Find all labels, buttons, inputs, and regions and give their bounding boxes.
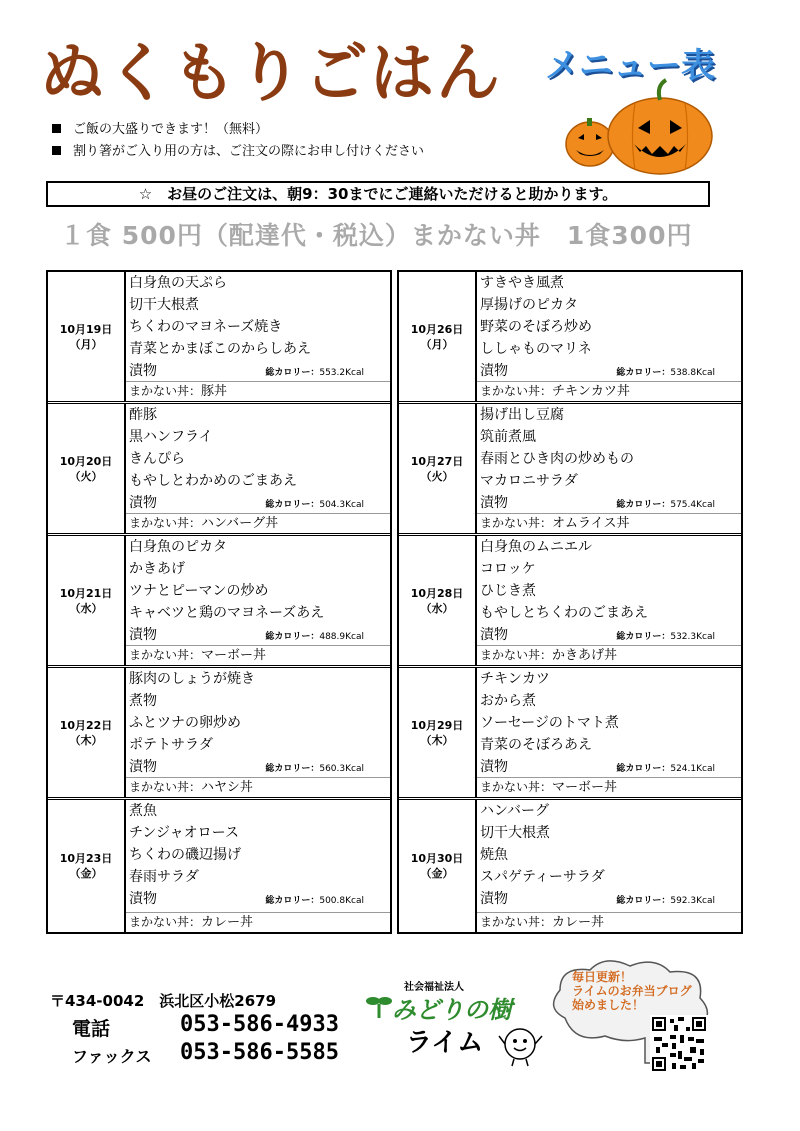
fax-label: ファックス xyxy=(72,1047,152,1066)
date-cell xyxy=(48,800,126,932)
kcal-value: 524.1Kcal xyxy=(670,764,715,774)
fax-number: 053-586-5585 xyxy=(180,1040,339,1065)
kcal-label: 総カロリー： xyxy=(265,368,320,378)
makanai-value: カレー丼 xyxy=(201,915,254,930)
menu-items xyxy=(477,536,741,665)
makanai-label: まかない丼： xyxy=(480,648,553,662)
day-row xyxy=(48,668,390,800)
makanai-value: ハンバーグ丼 xyxy=(201,516,279,531)
menu-item: 漬物 xyxy=(480,759,508,775)
day-row xyxy=(48,800,390,932)
date-cell xyxy=(48,404,126,533)
makanai-row xyxy=(126,513,390,533)
calorie-info xyxy=(616,497,715,510)
weekday-label: （水） xyxy=(69,601,103,615)
date-label: 10月28日 xyxy=(410,586,464,600)
date-cell xyxy=(399,536,477,665)
makanai-row xyxy=(477,513,741,533)
tel-number: 053-586-4933 xyxy=(180,1012,339,1037)
calorie-info xyxy=(265,893,364,906)
menu-item: すきやき風煮 xyxy=(480,275,564,291)
day-row xyxy=(48,536,390,668)
order-notice: ☆ お昼のご注文は、朝9：30までにご連絡いただけると助かります。 xyxy=(46,181,710,207)
makanai-row xyxy=(477,912,741,932)
menu-item: ししゃものマリネ xyxy=(480,341,592,357)
note-text: ご飯の大盛りできます！（無料） xyxy=(73,122,269,137)
kcal-label: 総カロリー： xyxy=(265,500,320,510)
weekday-label: （木） xyxy=(420,733,454,747)
calorie-info xyxy=(265,629,364,642)
menu-item: 青菜のそぼろあえ xyxy=(480,737,592,753)
makanai-row xyxy=(126,381,390,401)
page-title: ぬくもりごはん xyxy=(40,36,502,111)
menu-item: 焼魚 xyxy=(480,847,508,863)
kcal-label: 総カロリー： xyxy=(265,764,320,774)
menu-item: 煮物 xyxy=(129,693,157,709)
blog-line: 始めました！ xyxy=(572,998,645,1012)
address: 〒434-0042 浜北区小松2679 xyxy=(50,992,277,1010)
calorie-info xyxy=(265,365,364,378)
date-label: 10月22日 xyxy=(59,718,113,732)
menu-item: ふとツナの卵炒め xyxy=(129,715,241,731)
date-cell xyxy=(48,536,126,665)
menu-item: 春雨とひき肉の炒めもの xyxy=(480,451,634,467)
date-label: 10月21日 xyxy=(59,586,113,600)
kcal-value: 488.9Kcal xyxy=(319,632,364,642)
menu-item: 漬物 xyxy=(480,627,508,643)
date-label: 10月27日 xyxy=(410,454,464,468)
makanai-row xyxy=(477,777,741,797)
menu-item: 切干大根煮 xyxy=(480,825,550,841)
day-row xyxy=(399,800,741,932)
makanai-label: まかない丼： xyxy=(480,780,553,794)
org-name: みどりの樹 xyxy=(392,996,512,1024)
makanai-row xyxy=(126,645,390,665)
calorie-info xyxy=(616,365,715,378)
note-large-rice xyxy=(52,118,268,137)
makanai-value: マーボー丼 xyxy=(201,648,267,663)
date-label: 10月19日 xyxy=(59,322,113,336)
date-label: 10月20日 xyxy=(59,454,113,468)
org-sub-name: ライム xyxy=(406,1028,484,1058)
menu-item: おから煮 xyxy=(480,693,536,709)
menu-item: 漬物 xyxy=(480,891,508,907)
menu-item: キャベツと鶏のマヨネーズあえ xyxy=(129,605,325,621)
menu-item: 野菜のそぼろ炒め xyxy=(480,319,592,335)
day-row xyxy=(48,404,390,536)
calorie-info xyxy=(616,761,715,774)
menu-item: 豚肉のしょうが焼き xyxy=(129,671,255,687)
price-line: １食 500円（配達代・税込）まかない丼 1食300円 xyxy=(60,221,693,250)
menu-item: 漬物 xyxy=(480,495,508,511)
note-chopsticks xyxy=(52,140,424,159)
menu-column-left xyxy=(46,270,392,934)
makanai-label: まかない丼： xyxy=(129,780,202,794)
menu-item: コロッケ xyxy=(480,561,536,577)
blog-line: ライムのお弁当ブログ xyxy=(572,984,692,998)
kcal-value: 500.8Kcal xyxy=(319,896,364,906)
menu-item: スパゲティーサラダ xyxy=(480,869,605,885)
weekday-label: （火） xyxy=(69,469,103,483)
date-cell xyxy=(48,668,126,797)
date-cell xyxy=(399,272,477,401)
kcal-value: 575.4Kcal xyxy=(670,500,715,510)
weekday-label: （金） xyxy=(69,867,103,880)
makanai-value: オムライス丼 xyxy=(552,516,630,531)
menu-item: 揚げ出し豆腐 xyxy=(480,407,564,423)
pumpkin-icon xyxy=(560,78,720,178)
menu-item: 漬物 xyxy=(129,759,157,775)
blog-line: 毎日更新！ xyxy=(572,970,633,984)
makanai-value: ハヤシ丼 xyxy=(201,780,253,795)
menu-item: ちくわの磯辺揚げ xyxy=(129,847,241,863)
day-row xyxy=(399,404,741,536)
menu-item: 酢豚 xyxy=(129,407,157,423)
menu-item: 煮魚 xyxy=(129,803,157,819)
menu-item: 切干大根煮 xyxy=(129,297,199,313)
kcal-value: 553.2Kcal xyxy=(319,368,364,378)
makanai-value: 豚丼 xyxy=(201,384,228,399)
weekday-label: （火） xyxy=(420,469,454,483)
kcal-value: 538.8Kcal xyxy=(670,368,715,378)
kcal-value: 504.3Kcal xyxy=(319,500,364,510)
calorie-info xyxy=(265,497,364,510)
makanai-row xyxy=(126,777,390,797)
makanai-label: まかない丼： xyxy=(480,384,553,398)
kcal-label: 総カロリー： xyxy=(616,500,671,510)
tel-label: 電話 xyxy=(72,1018,111,1040)
makanai-row xyxy=(477,645,741,665)
menu-items xyxy=(477,800,741,932)
menu-item: ソーセージのトマト煮 xyxy=(480,715,619,731)
menu-item: 筑前煮風 xyxy=(480,429,536,445)
makanai-label: まかない丼： xyxy=(129,516,202,530)
menu-badge: メニュー表 xyxy=(545,46,715,86)
kcal-value: 532.3Kcal xyxy=(670,632,715,642)
menu-item: もやしとちくわのごまあえ xyxy=(480,605,648,621)
date-label: 10月30日 xyxy=(410,852,464,865)
menu-items xyxy=(126,536,390,665)
calorie-info xyxy=(616,629,715,642)
org-type: 社会福祉法人 xyxy=(404,982,464,993)
kcal-value: 560.3Kcal xyxy=(319,764,364,774)
kcal-label: 総カロリー： xyxy=(616,764,671,774)
menu-item: きんぴら xyxy=(129,451,185,467)
calorie-info xyxy=(265,761,364,774)
makanai-label: まかない丼： xyxy=(129,384,202,398)
makanai-row xyxy=(126,912,390,932)
menu-item: かきあげ xyxy=(129,561,185,577)
makanai-label: まかない丼： xyxy=(129,915,202,929)
menu-item: ツナとピーマンの炒め xyxy=(129,583,269,599)
menu-items xyxy=(126,404,390,533)
kcal-label: 総カロリー： xyxy=(616,368,671,378)
date-cell xyxy=(48,272,126,401)
day-row xyxy=(48,272,390,404)
kcal-label: 総カロリー： xyxy=(265,896,320,906)
makanai-label: まかない丼： xyxy=(480,516,553,530)
makanai-label: まかない丼： xyxy=(129,648,202,662)
date-cell xyxy=(399,800,477,932)
menu-item: 漬物 xyxy=(480,363,508,379)
kcal-label: 総カロリー： xyxy=(265,632,320,642)
day-row xyxy=(399,668,741,800)
menu-item: 青菜とかまぼこのからしあえ xyxy=(129,341,311,357)
menu-items xyxy=(477,668,741,797)
kcal-label: 総カロリー： xyxy=(616,632,671,642)
menu-items xyxy=(126,800,390,932)
weekday-label: （金） xyxy=(420,867,454,880)
menu-items xyxy=(126,272,390,401)
menu-item: 漬物 xyxy=(129,627,157,643)
menu-item: ひじき煮 xyxy=(480,583,536,599)
calorie-info xyxy=(616,893,715,906)
kcal-label: 総カロリー： xyxy=(616,896,671,906)
menu-item: 漬物 xyxy=(129,891,157,907)
makanai-value: マーボー丼 xyxy=(552,780,618,795)
lime-mascot-icon xyxy=(498,1024,544,1068)
date-cell xyxy=(399,668,477,797)
menu-item: ハンバーグ xyxy=(480,803,550,819)
menu-item: チキンカツ xyxy=(480,671,550,687)
menu-item: 春雨サラダ xyxy=(129,869,199,885)
menu-item: マカロニサラダ xyxy=(480,473,578,489)
weekday-label: （月） xyxy=(420,337,454,351)
makanai-value: カレー丼 xyxy=(552,915,605,930)
menu-item: 白身魚のムニエル xyxy=(480,539,592,555)
menu-item: もやしとわかめのごまあえ xyxy=(129,473,297,489)
menu-item: 黒ハンフライ xyxy=(129,429,213,445)
qr-code-icon[interactable] xyxy=(650,1015,708,1073)
weekday-label: （水） xyxy=(420,601,454,615)
weekday-label: （木） xyxy=(69,733,103,747)
menu-item: ちくわのマヨネーズ焼き xyxy=(129,319,283,335)
makanai-value: チキンカツ丼 xyxy=(552,384,630,399)
menu-item: 白身魚のピカタ xyxy=(129,539,227,555)
date-label: 10月23日 xyxy=(59,852,113,865)
menu-items xyxy=(477,404,741,533)
menu-item: ポテトサラダ xyxy=(129,737,213,753)
blog-text xyxy=(572,970,692,1012)
makanai-row xyxy=(477,381,741,401)
menu-item: 厚揚げのピカタ xyxy=(480,297,578,313)
note-text: 割り箸がご入り用の方は、ご注文の際にお申し付けください xyxy=(73,144,425,159)
sprout-icon xyxy=(366,992,392,1018)
menu-items xyxy=(126,668,390,797)
menu-items xyxy=(477,272,741,401)
makanai-value: かきあげ丼 xyxy=(552,648,618,663)
date-label: 10月29日 xyxy=(410,718,464,732)
menu-item: 漬物 xyxy=(129,495,157,511)
date-label: 10月26日 xyxy=(410,322,464,336)
menu-item: 漬物 xyxy=(129,363,157,379)
weekday-label: （月） xyxy=(69,337,103,351)
menu-column-right xyxy=(397,270,743,934)
menu-item: チンジャオロース xyxy=(129,825,239,841)
makanai-label: まかない丼： xyxy=(480,915,553,929)
day-row xyxy=(399,536,741,668)
date-cell xyxy=(399,404,477,533)
kcal-value: 592.3Kcal xyxy=(670,896,715,906)
menu-item: 白身魚の天ぷら xyxy=(129,275,227,291)
day-row xyxy=(399,272,741,404)
